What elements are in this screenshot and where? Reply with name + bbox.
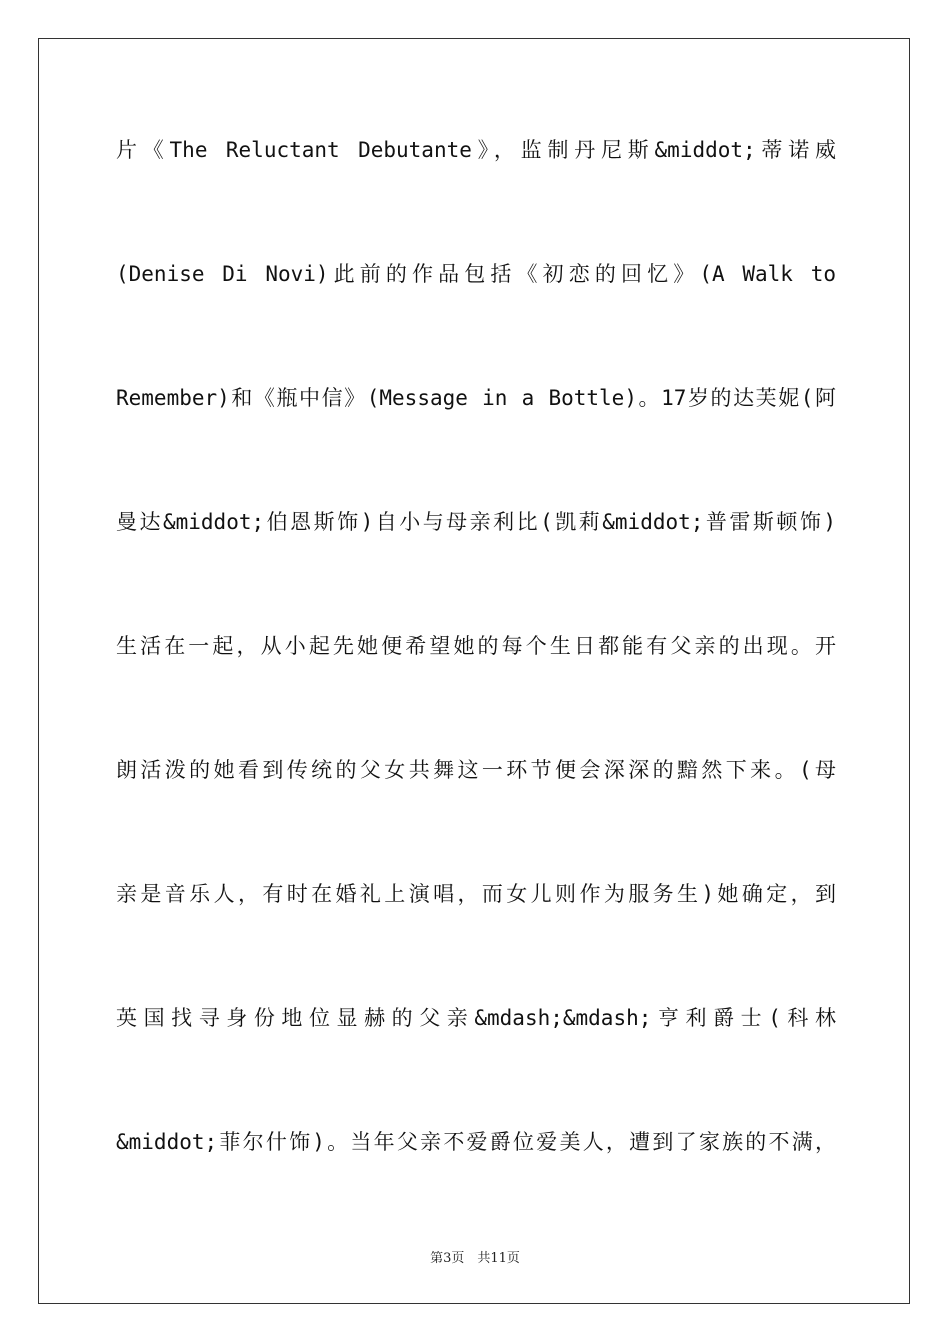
text-line: 朗活泼的她看到传统的父女共舞这一环节便会深深的黯然下来。(母 bbox=[116, 758, 836, 782]
text-line: 曼达&middot;伯恩斯饰)自小与母亲利比(凯莉&middot;普雷斯顿饰) bbox=[116, 510, 836, 534]
text-line: 片《The Reluctant Debutante》，监制丹尼斯&middot;蒂诺威 bbox=[116, 138, 836, 162]
text-line: &middot;菲尔什饰)。当年父亲不爱爵位爱美人，遭到了家族的不满， bbox=[116, 1130, 836, 1154]
text-line: 英国找寻身份地位显赫的父亲&mdash;&mdash;亨利爵士(科林 bbox=[116, 1006, 836, 1030]
text-line: 亲是音乐人，有时在婚礼上演唱，而女儿则作为服务生)她确定，到 bbox=[116, 882, 836, 906]
page-number-footer: 第3页 共11页 bbox=[430, 1251, 520, 1266]
document-body bbox=[116, 126, 836, 1242]
text-line: 生活在一起，从小起先她便希望她的每个生日都能有父亲的出现。开 bbox=[116, 634, 836, 658]
text-line: (Denise Di Novi)此前的作品包括《初恋的回忆》(A Walk to bbox=[116, 262, 836, 286]
text-line: Remember)和《瓶中信》(Message in a Bottle)。17岁的达芙妮(阿 bbox=[116, 386, 836, 410]
